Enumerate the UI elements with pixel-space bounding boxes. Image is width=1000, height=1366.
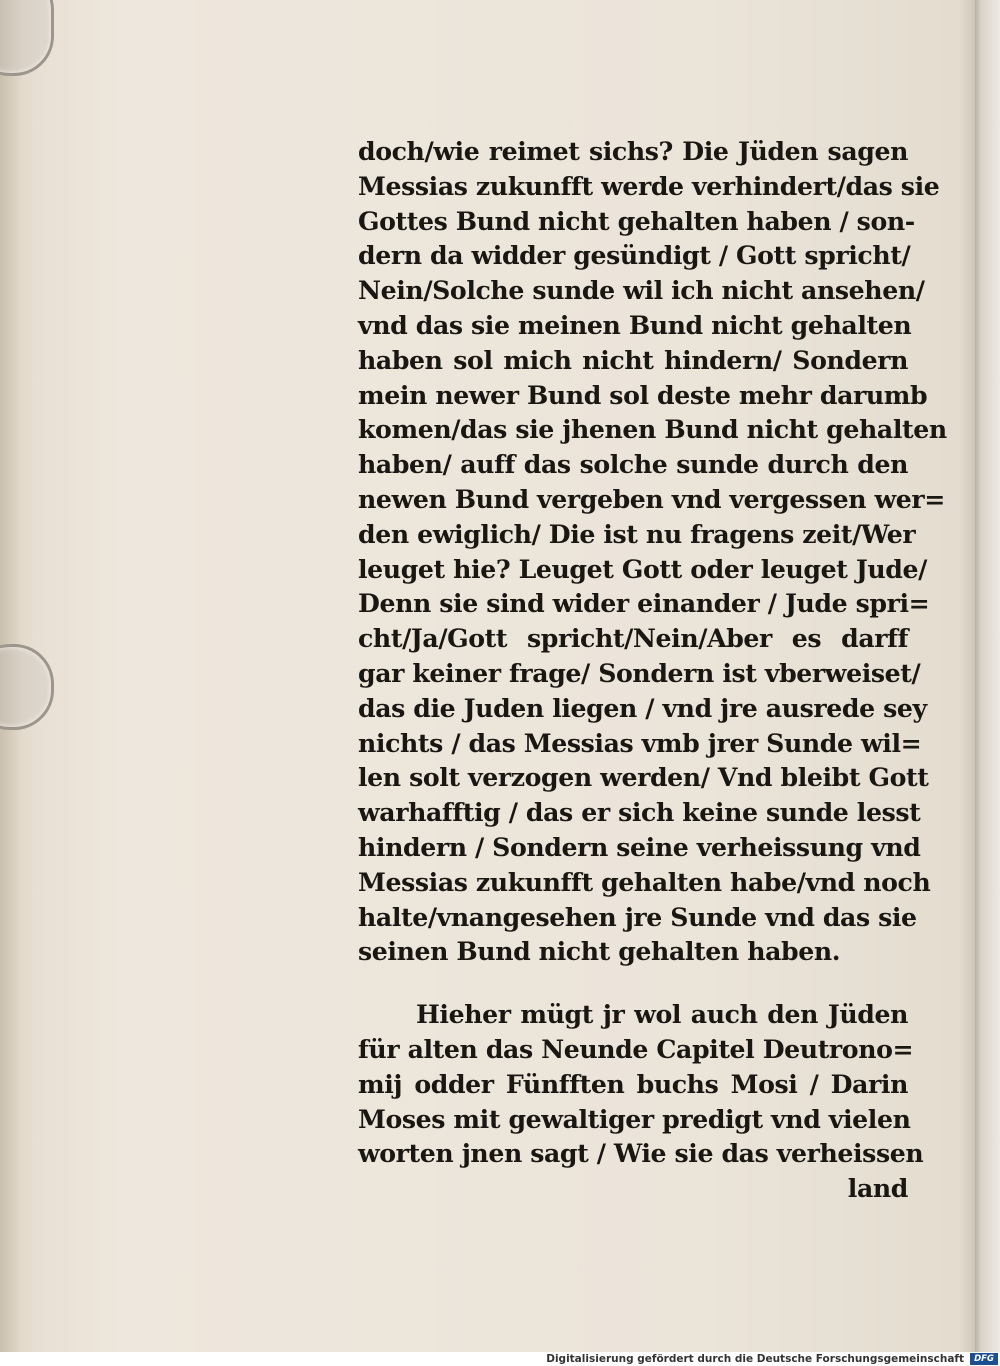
text-line: Gottes Bund nicht gehalten haben / son- [358, 205, 915, 236]
text-line: haben sol mich nicht hindern/ Sondern [358, 344, 908, 375]
text-line: dern da widder gesündigt / Gott spricht/ [358, 240, 911, 271]
text-line: leuget hie? Leuget Gott oder leuget Jude/ [358, 553, 927, 584]
paragraph-gap [358, 969, 908, 997]
text-line: doch/wie reimet sichs? Die Jüden sagen [358, 136, 908, 166]
text-line: warhafftig / das er sich keine sunde lesst [358, 797, 921, 828]
text-line: cht/Ja/Gott spricht/Nein/Aber es darff [358, 623, 908, 654]
page-edge [975, 0, 1000, 1352]
text-line: hindern / Sondern seine verheissung vnd [358, 831, 921, 862]
text-line: Messias zukunfft werde verhindert/das sie [358, 170, 940, 201]
text-line: halte/vnangesehen jre Sunde vnd das sie [358, 901, 917, 932]
text-line: Hieher mügt jr wol auch den Jüden [416, 999, 908, 1030]
footer-bar [0, 1352, 1000, 1366]
text-line: nichts / das Messias vmb jrer Sunde wil= [358, 727, 922, 758]
dfg-logo: DFG [970, 1353, 998, 1365]
text-line: Nein/Solche sunde wil ich nicht ansehen/ [358, 275, 925, 306]
text-line: len solt verzogen werden/ Vnd bleibt Gott [358, 762, 929, 793]
text-line: mein newer Bund sol deste mehr darumb [358, 379, 928, 410]
catchword: land [847, 1173, 908, 1204]
text-line: Messias zukunfft gehalten habe/vnd noch [358, 866, 931, 897]
page-text [358, 134, 947, 1206]
text-line: gar keiner frage/ Sondern ist vberweiset/ [358, 657, 921, 688]
text-line: für alten das Neunde Capitel Deutrono= [358, 1033, 914, 1064]
text-line: Denn sie sind wider einander / Jude spri= [358, 588, 930, 619]
text-line: komen/das sie jhenen Bund nicht gehalten [358, 414, 947, 445]
funding-notice: Digitalisierung gefördert durch die Deutsche Forschungsgemeinschaft [546, 1353, 964, 1365]
text-line: vnd das sie meinen Bund nicht gehalten [358, 309, 912, 340]
text-line: worten jnen sagt / Wie sie das verheissen [358, 1138, 924, 1169]
text-line: haben/ auff das solche sunde durch den [358, 449, 908, 480]
text-line: mij odder Fünfften buchs Mosi / Darin [358, 1068, 908, 1099]
text-line: das die Juden liegen / vnd jre ausrede sey [358, 692, 927, 723]
text-line: seinen Bund nicht gehalten haben. [358, 936, 841, 967]
text-line: newen Bund vergeben vnd vergessen wer= [358, 483, 945, 514]
text-line: den ewiglich/ Die ist nu fragens zeit/Wer [358, 518, 916, 549]
text-line: Moses mit gewaltiger predigt vnd vielen [358, 1103, 911, 1134]
